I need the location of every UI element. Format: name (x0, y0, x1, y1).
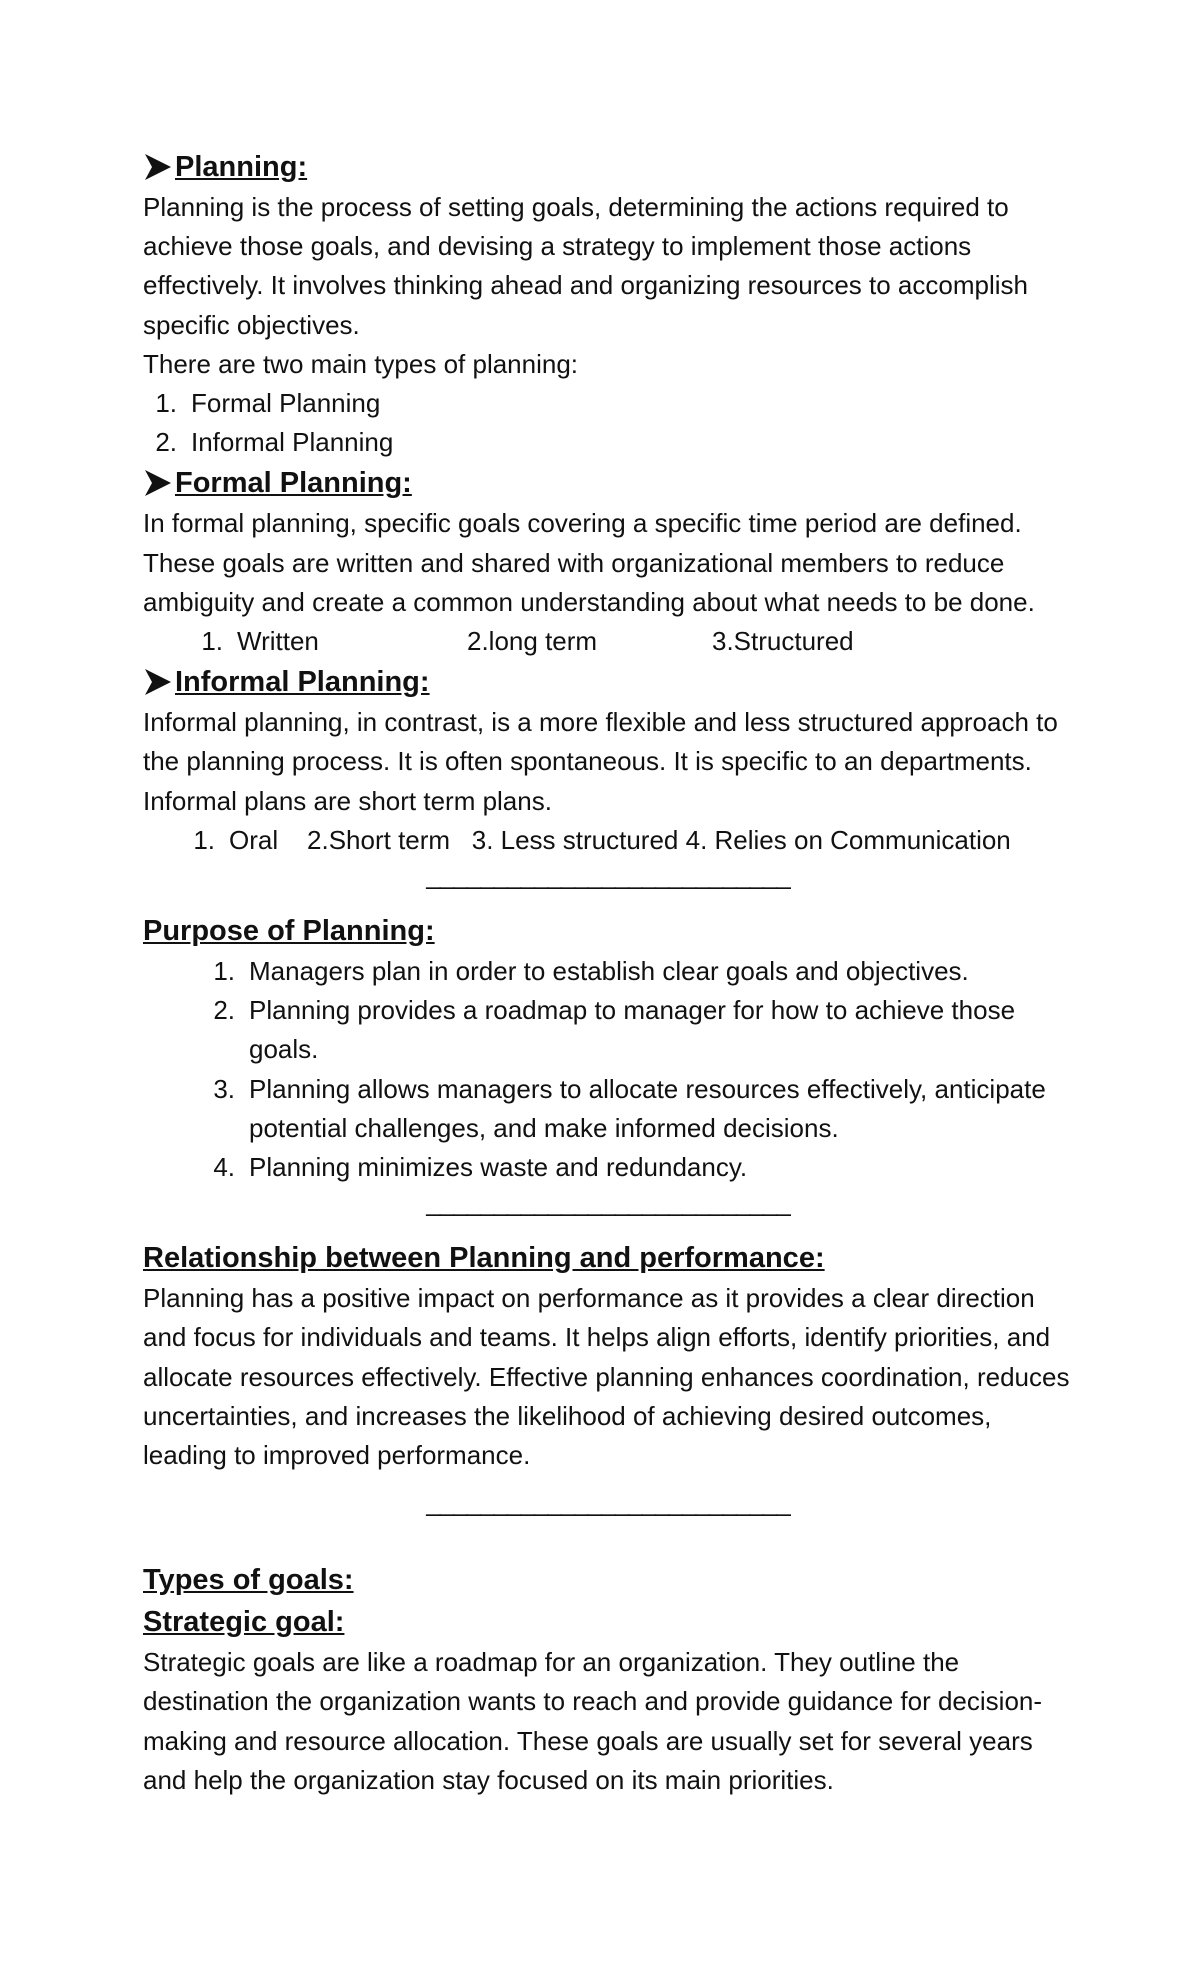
formal-trait-long-term: 2.long term (467, 626, 598, 657)
spacer (143, 1217, 1073, 1237)
list-text: Planning minimizes waste and redundancy. (249, 1152, 748, 1183)
list-item (143, 423, 1073, 462)
list-text: Formal Planning (191, 388, 381, 419)
list-text: Informal Planning (191, 427, 394, 458)
list-item (201, 1070, 1073, 1148)
formal-trait-structured: 3.Structured (712, 626, 854, 657)
formal-planning-heading-text: Formal Planning: (175, 467, 412, 500)
informal-planning-heading (143, 661, 1073, 703)
spacer (143, 1475, 1073, 1487)
list-number: 1. (193, 824, 215, 855)
list-text: Planning allows managers to allocate resources effectively, anticipate potential challenges, and make informed decisions. (249, 1073, 1046, 1143)
arrowhead-bullet-icon (143, 152, 173, 182)
informal-planning-heading-text: Informal Planning: (175, 666, 430, 699)
arrowhead-bullet-icon (143, 468, 173, 498)
document-page (143, 146, 1073, 1800)
list-item (201, 1148, 1073, 1187)
list-number: 1. (155, 388, 177, 419)
planning-heading (143, 146, 1073, 188)
list-number: 2. (213, 995, 235, 1026)
informal-planning-body: Informal planning, in contrast, is a more flexible and less structured approach to the planning process. It is often spontaneous. It is specific to an departments. Informal plans are short term plans. (143, 707, 1058, 816)
list-number: 1. (201, 626, 223, 657)
list-item (201, 991, 1073, 1069)
list-number: 2. (155, 427, 177, 458)
purpose-list (201, 952, 1073, 1187)
strategic-goal-body: Strategic goals are like a roadmap for an organization. They outline the destination the organization wants to reach and provide guidance for decision-making and resource allocation. These goals are usually set for several years and help the organization stay focused on its main priorities. (143, 1647, 1043, 1795)
formal-planning-body: In formal planning, specific goals covering a specific time period are defined. These goals are written and shared with organizational members to reduce ambiguity and create a common understanding about what needs to be done. (143, 508, 1035, 617)
purpose-heading: Purpose of Planning: (143, 915, 435, 948)
arrowhead-bullet-icon (143, 667, 173, 697)
formal-trait-written: Written (237, 626, 319, 657)
planning-types-list (143, 384, 1073, 462)
types-of-goals-heading: Types of goals: (143, 1564, 354, 1597)
formal-planning-heading (143, 462, 1073, 504)
planning-definition: Planning is the process of setting goals, determining the actions required to achieve those goals, and devising a strategy to implement those actions effectively. It involves thinking ahead and organizing resources to accomplish specific objectives. (143, 192, 1028, 340)
planning-types-intro: There are two main types of planning: (143, 348, 579, 379)
formal-traits-row (143, 622, 1073, 661)
list-number: 1. (213, 956, 235, 987)
relationship-heading: Relationship between Planning and performance: (143, 1242, 825, 1275)
informal-traits-row (143, 821, 1073, 860)
list-number: 4. (213, 1152, 235, 1183)
list-text: Managers plan in order to establish clear goals and objectives. (249, 956, 969, 987)
section-separator: ___________________________ (426, 860, 790, 891)
strategic-goal-heading: Strategic goal: (143, 1606, 345, 1639)
informal-traits-text: Oral 2.Short term 3. Less structured 4. Relies on Communication (229, 824, 1011, 855)
section-separator: ___________________________ (426, 1487, 790, 1518)
section-separator: ___________________________ (426, 1187, 790, 1218)
list-item (201, 952, 1073, 991)
spacer (143, 1517, 1073, 1559)
spacer (143, 890, 1073, 910)
relationship-body: Planning has a positive impact on performance as it provides a clear direction and focus for individuals and teams. It helps align efforts, identify priorities, and allocate resources effectively. Effective planning enhances coordination, reduces uncertainties, and increases the likelihood of achieving desired outcomes, leading to improved performance. (143, 1283, 1070, 1471)
list-item (143, 384, 1073, 423)
list-text: Planning provides a roadmap to manager for how to achieve those goals. (249, 995, 1016, 1065)
planning-heading-text: Planning: (175, 151, 308, 183)
list-number: 3. (213, 1073, 235, 1104)
